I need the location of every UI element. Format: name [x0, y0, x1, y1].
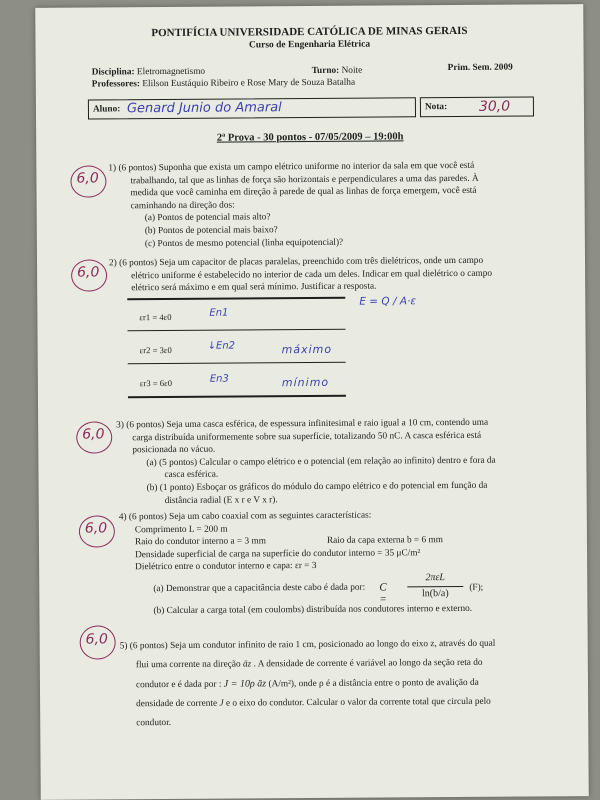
question-3: [116, 416, 553, 507]
grade-label: Nota:: [424, 102, 448, 113]
q3-line: carga distribuída uniformemente sobre sua superfície, totalizando 50 nC. A casca esférica está: [132, 430, 482, 443]
q5-text: . A densidade de corrente é variável ao longo da seção reta do: [253, 657, 483, 670]
q5-line-5: condutor.: [136, 717, 172, 729]
shift-row: [312, 65, 363, 78]
current-density-symbol: J: [219, 698, 224, 709]
formula-lhs: C =: [379, 581, 387, 606]
score-q1: 6,0: [76, 170, 99, 187]
q4-part-b: (b) Calcular a carga total (em coulombs) distribuída nos condutores interno e externo.: [153, 603, 473, 617]
professors-value: Elilson Eustáquio Ribeiro e Rose Mary de Souza Batalha: [142, 77, 356, 90]
q3-line: 3) (6 pontos) Seja uma casca esférica, de espessura infinitesimal e raio igual a 10 cm, contendo uma: [116, 417, 489, 431]
q3-part-b: (b) (1 ponto) Esboçar os gráficos do módulo do campo elétrico e do potencial em função da: [146, 480, 488, 494]
professors-row: [92, 77, 355, 91]
score-q4: 6,0: [84, 520, 108, 537]
discipline-value: Eletromagnetismo: [136, 66, 206, 78]
q5-text: (A/m²), onde ρ é a distância entre o ponto de avalição da: [268, 677, 479, 690]
student-box: [88, 97, 416, 119]
q3-line: posicionada no vácuo.: [132, 444, 216, 456]
q4-dielectric: Dielétrico entre o condutor interno e capa: εr = 3: [135, 561, 317, 573]
discipline-label: Disciplina:: [91, 67, 135, 78]
q1-line: medida que você caminha em direção à parede de qual as linhas de força emergem, você está: [130, 186, 477, 199]
q2-line: 2) (6 pontos) Seja um capacitor de placas paralelas, preenchido com três dielétricos, onde um campo: [108, 255, 484, 269]
q1-line: 1) (6 pontos) Suponha que exista um campo elétrico uniforme no interior da sala em que você está: [108, 160, 475, 174]
q4-length: Comprimento L = 200 m: [134, 524, 228, 535]
handwritten-formula: E = Q / A·ε: [359, 295, 417, 308]
q2-line: elétrico será máximo e em qual será mínimo. Justificar a resposta.: [131, 281, 377, 294]
q3-part-a: (a) (5 pontos) Calcular o campo elétrico e o potencial (em relação ao infinito) dentro e fora da: [146, 455, 496, 468]
q3-part-a-cont: casca esférica.: [164, 470, 219, 481]
q1-option-a: (a) Pontos de potencial mais alto?: [144, 212, 271, 224]
q1-line: trabalhando, tal que as linhas de força são horizontais e perpendiculares a uma das paredes. À: [130, 173, 479, 186]
q2-line: elétrico uniforme é estabelecido no interior de cada um deles. Indicar em qual dielétrico o campo: [131, 268, 493, 281]
dielectric-1-field: En1: [209, 307, 229, 319]
q4-surface-density: Densidade superficial de carga na superfície do condutor interno = 35 μC/m²: [135, 548, 421, 561]
total-grade: 30,0: [478, 98, 511, 115]
dielectric-3-label: εr3 = 6ε0: [139, 377, 173, 389]
farad-unit: (F);: [469, 582, 484, 593]
q4-outer-radius: Raio da capa externa b = 6 mm: [326, 535, 444, 547]
q4-inner-radius: Raio do condutor interno a = 3 mm: [134, 536, 267, 548]
question-1: [108, 159, 549, 250]
dielectric-boundary-1: [127, 329, 345, 332]
exam-sheet: [35, 4, 589, 800]
dielectric-boundary-2: [128, 362, 346, 365]
q1-line: caminhando na direção dos:: [130, 200, 235, 212]
q1-option-c: (c) Pontos de mesmo potencial (linha equipotencial)?: [144, 237, 344, 249]
capacitor-plate-bottom: [128, 395, 346, 399]
q5-text: flui uma corrente na direção: [135, 659, 241, 671]
capacitor-plate-top: [127, 297, 345, 301]
maximum-annotation: máximo: [281, 342, 333, 357]
exam-title: 2ª Prova - 30 pontos - 07/05/2009 – 19:00h: [216, 131, 404, 144]
shift-label: Turno:: [311, 65, 340, 76]
score-q5: 6,0: [85, 631, 108, 648]
minimum-annotation: mínimo: [281, 375, 330, 390]
dielectric-1-label: εr1 = 4ε0: [139, 311, 172, 323]
q1-option-b: (b) Pontos de potencial mais baixo?: [144, 225, 278, 237]
score-q2: 6,0: [77, 264, 100, 281]
university-name: PONTIFÍCIA UNIVERSIDADE CATÓLICA DE MINAS GERAIS: [151, 24, 468, 40]
q5-text: condutor e é dada por :: [135, 679, 222, 691]
question-5: [120, 634, 561, 733]
shift-value: Noite: [341, 65, 363, 76]
course-name: Curso de Engenharia Elétrica: [248, 39, 371, 51]
q5-line: 5) (6 pontos) Seja um condutor infinito de raio 1 cm, posicionado ao longo do eixo z, através do qual: [119, 638, 496, 652]
current-density-equation: J = 10ρ āz: [223, 678, 267, 690]
question-4: [119, 508, 555, 574]
dielectric-2-label: εr2 = 3ε0: [139, 344, 172, 356]
formula-denominator: ln(b/a): [421, 588, 449, 600]
professors-label: Professores:: [91, 79, 141, 90]
semester: Prim. Sem. 2009: [447, 62, 513, 74]
q5-text: e o eixo do condutor. Calcular o valor da corrente total que circula pelo: [225, 696, 491, 709]
q5-text: densidade de corrente: [136, 698, 218, 710]
score-q3: 6,0: [82, 426, 105, 443]
formula-numerator: 2πεL: [425, 572, 446, 584]
q3-part-b-cont: distância radial (E x r e V x r).: [164, 494, 278, 506]
student-name: Genard Junio do Amaral: [126, 100, 282, 117]
direction-vector: āz: [242, 659, 252, 670]
q4-part-a: (a) Demonstrar que a capacitância deste cabo é dada por:: [153, 582, 366, 595]
dielectric-3-field: En3: [209, 373, 229, 385]
dielectric-2-field: ↓En2: [207, 340, 236, 352]
student-label: Aluno:: [92, 104, 121, 115]
grade-box: [420, 96, 534, 117]
q4-line: 4) (6 pontos) Seja um cabo coaxial com as seguintes características:: [118, 510, 372, 523]
question-2: [109, 254, 549, 295]
